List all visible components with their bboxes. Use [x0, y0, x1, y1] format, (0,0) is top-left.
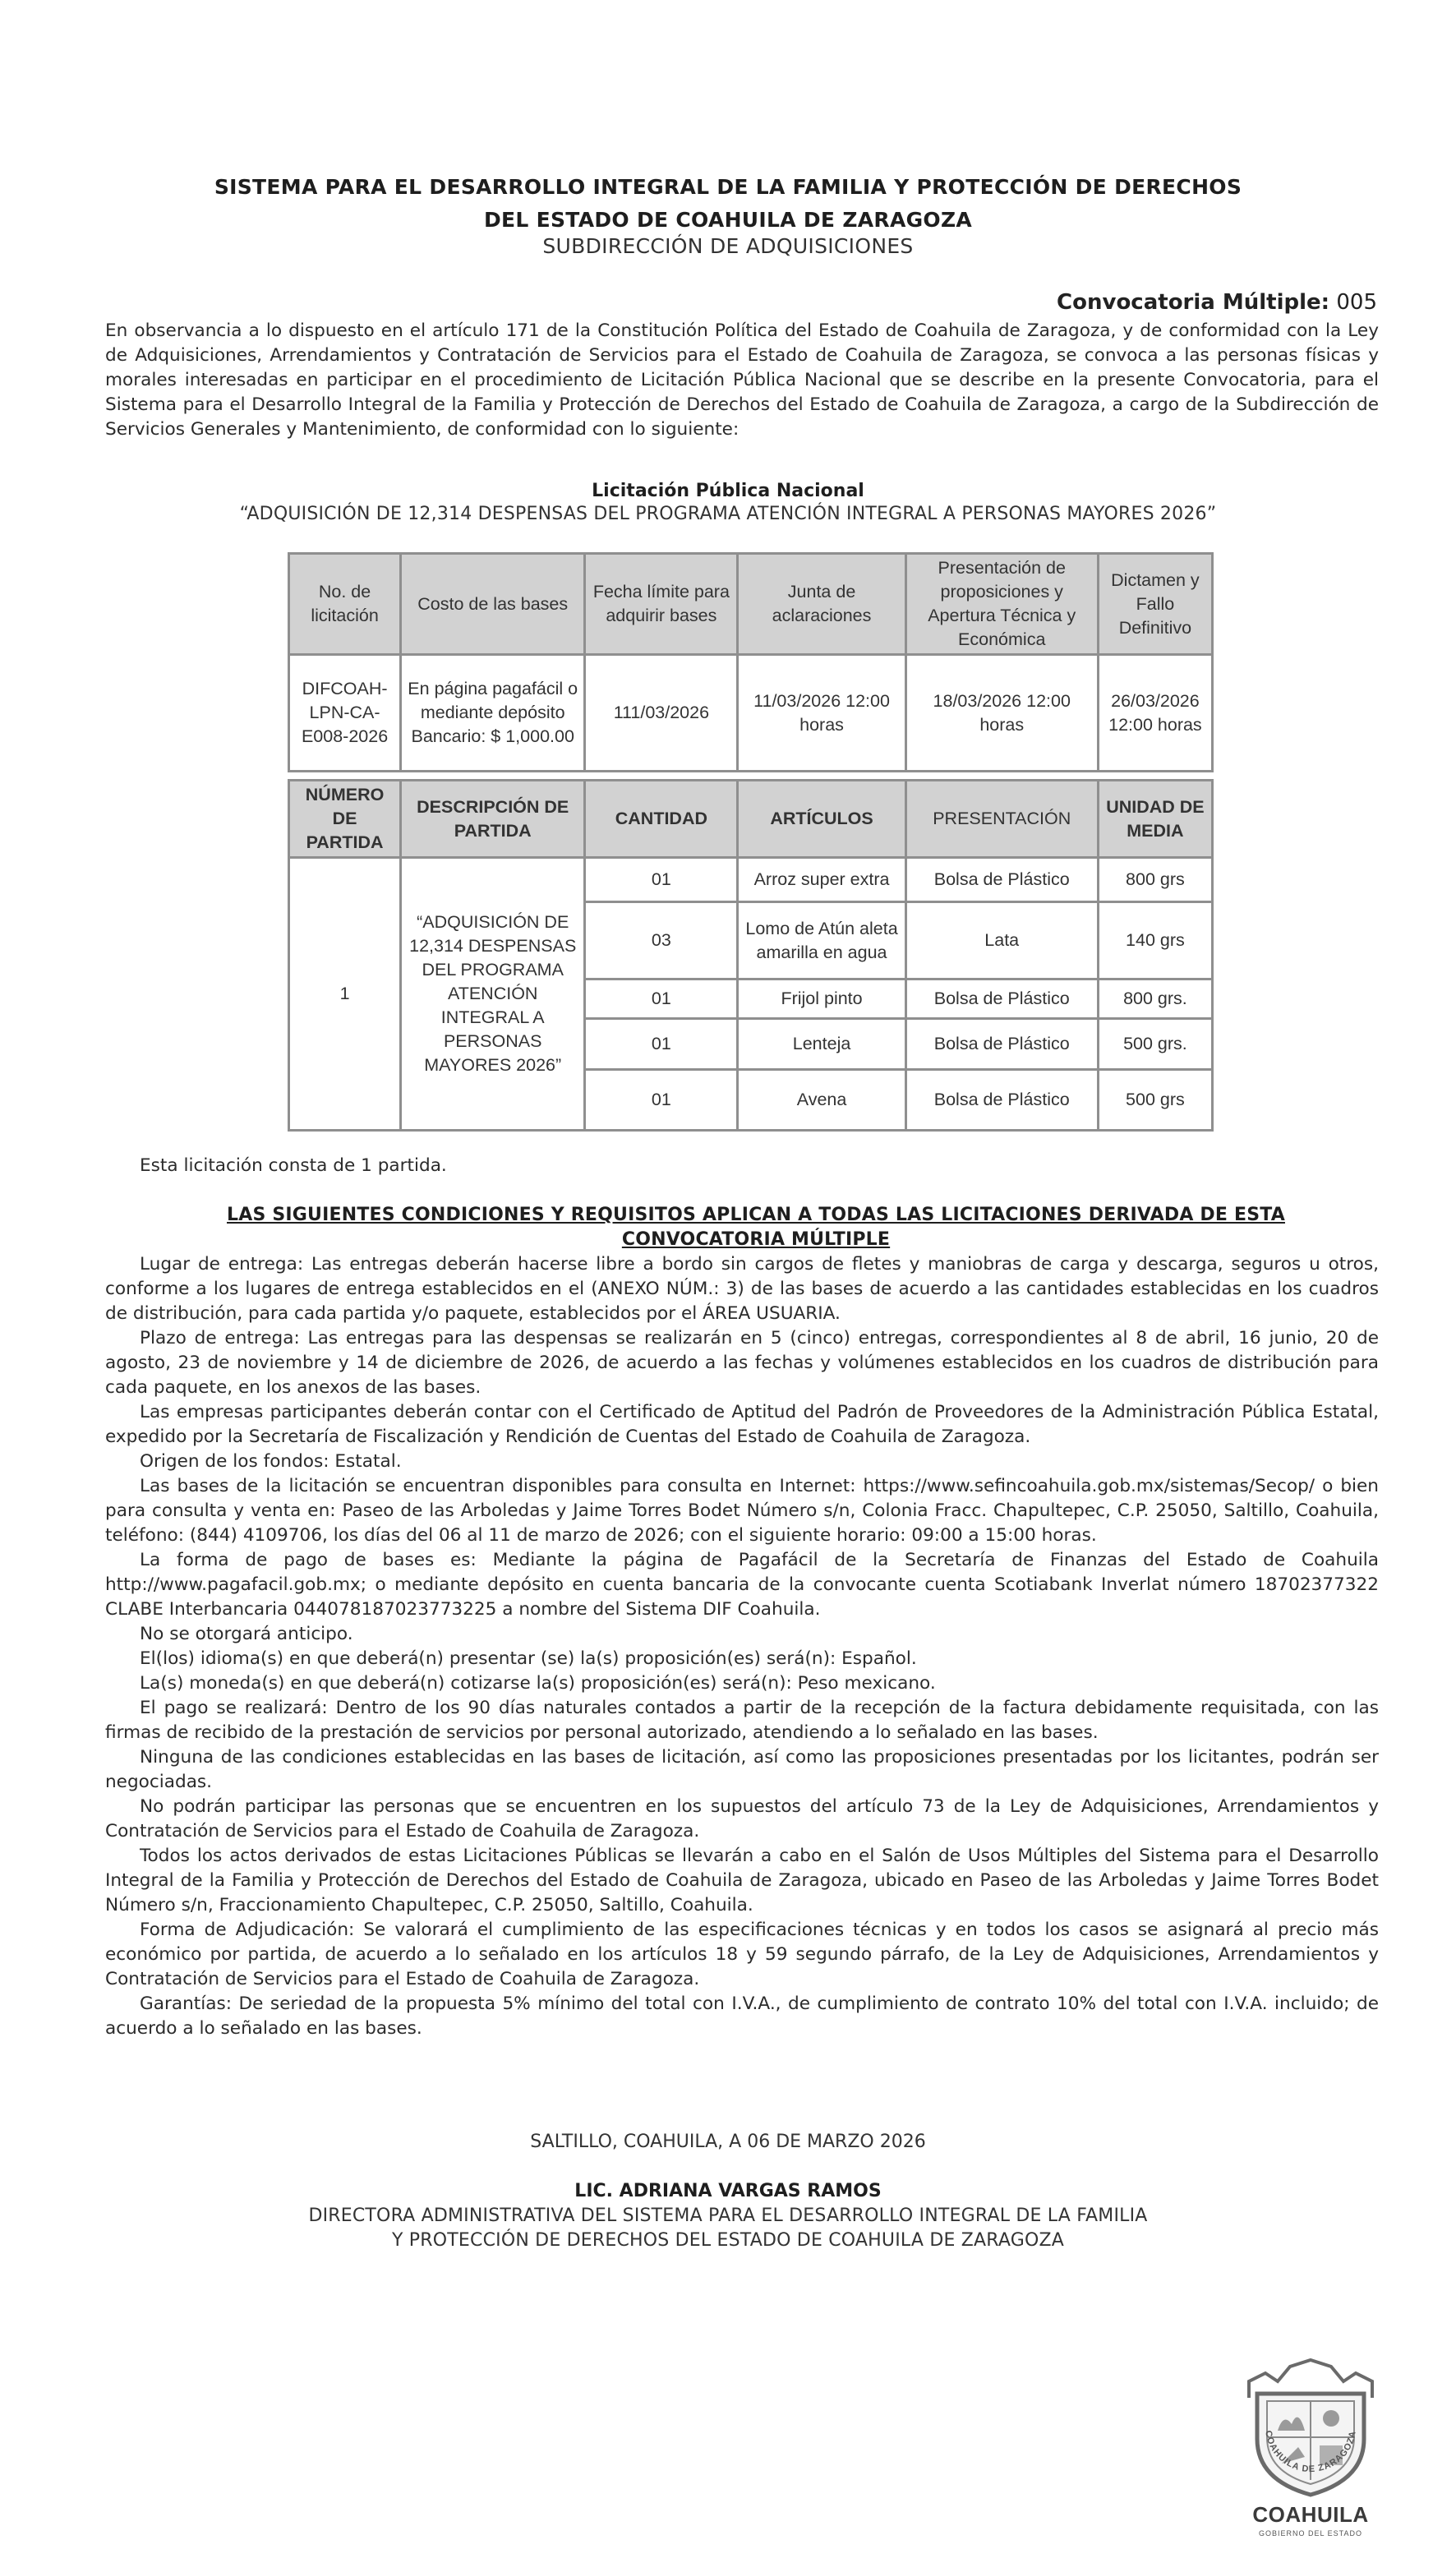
table-header-cell: DESCRIPCIÓN DE PARTIDA	[401, 781, 585, 858]
header-line-1: SISTEMA PARA EL DESARROLLO INTEGRAL DE LA FAMILIA Y PROTECCIÓN DE DERECHOS	[214, 175, 1242, 199]
logo-name: COAHUILA	[1252, 2502, 1369, 2527]
table-header-cell: UNIDAD DE MEDIA	[1098, 781, 1212, 858]
partida-number: 1	[289, 858, 401, 1131]
condition-paragraph: Plazo de entrega: Las entregas para las despensas se realizarán en 5 (cinco) entregas, correspondientes al 8 de abril, 16 junio, 20 de agosto, 23 de noviembre y 14 de diciembre de 2026, de acuerdo a las fechas y volúmenes establecidos en los cuadros de distribución para cada paquete, en los anexos de las bases.	[105, 1328, 1379, 1398]
convocatoria-value: 005	[1336, 290, 1377, 315]
licitacion-table	[288, 552, 1214, 772]
table-cell: 111/03/2026	[585, 655, 738, 772]
condition-paragraph: Las bases de la licitación se encuentran disponibles para consulta en Internet: https://www.sefincoahuila.gob.mx/sistemas/Secop/ o bien para consulta y venta en: Paseo de las Arboledas y Jaime Torres Bodet Número s/n, Colonia Fracc. Chapultepec, C.P. 25050, Saltillo, Coahuila, teléfono: (844) 4109706, los días del 06 al 11 de marzo de 2026; con el siguiente horario: 09:00 a 15:00 horas.	[105, 1476, 1379, 1546]
item-article: Arroz super extra	[738, 858, 905, 902]
item-quantity: 01	[585, 979, 738, 1019]
seal-text: COAHUILA DE ZARAGOZA	[1263, 2429, 1358, 2475]
condition-paragraph: Lugar de entrega: Las entregas deberán hacerse libre a bordo sin cargos de fletes y maniobras de carga y descarga, seguros u otros, conforme a los lugares de entrega establecidos en el (ANEXO NÚM.: 3) de las bases de acuerdo a las cantidades establecidas en los cuadros de distribución, para cada partida y/o paquete, establecidos por el ÁREA USUARIA.	[105, 1254, 1379, 1324]
item-quantity: 01	[585, 1070, 738, 1131]
condition-paragraph: No se otorgará anticipo.	[140, 1624, 353, 1644]
item-article: Avena	[738, 1070, 905, 1131]
item-quantity: 01	[585, 1019, 738, 1070]
item-presentation: Bolsa de Plástico	[905, 1070, 1098, 1131]
item-unit: 800 grs	[1098, 858, 1212, 902]
table-cell: 11/03/2026 12:00 horas	[738, 655, 905, 772]
condition-paragraph: El pago se realizará: Dentro de los 90 días naturales contados a partir de la recepción de la factura debidamente requisitada, con las firmas de recibido de la prestación de servicios por personal autorizado, atendiendo a lo señalado en las bases.	[105, 1698, 1379, 1743]
logo-subtitle: GOBIERNO DEL ESTADO	[1258, 2529, 1363, 2537]
licitacion-subject: “ADQUISICIÓN DE 12,314 DESPENSAS DEL PROGRAMA ATENCIÓN INTEGRAL A PERSONAS MAYORES 2026”	[239, 504, 1217, 524]
table-row	[289, 858, 1213, 902]
condition-paragraph: Origen de los fondos: Estatal.	[140, 1451, 402, 1472]
item-presentation: Bolsa de Plástico	[905, 979, 1098, 1019]
condition-paragraph: Todos los actos derivados de estas Licitaciones Públicas se llevarán a cabo en el Salón de Usos Múltiples del Sistema para el Desarrollo Integral de la Familia y Protección de Derechos del Estado de Coahuila de Zaragoza, ubicado en Paseo de las Arboledas y Jaime Torres Bodet Número s/n, Fraccionamiento Chapultepec, C.P. 25050, Saltillo, Coahuila.	[105, 1846, 1379, 1915]
item-unit: 500 grs.	[1098, 1019, 1212, 1070]
table-cell: 26/03/2026 12:00 horas	[1098, 655, 1212, 772]
convocatoria-number	[1057, 289, 1377, 316]
intro-paragraph: En observancia a lo dispuesto en el artículo 171 de la Constitución Política del Estado de Coahuila de Zaragoza, y de conformidad con la Ley de Adquisiciones, Arrendamientos y Contratación de Servicios para el Estado de Coahuila de Zaragoza, se convoca a las personas físicas y morales interesadas en participar en el procedimiento de Licitación Pública Nacional que se describe en la presente Convocatoria, para el Sistema para el Desarrollo Integral de la Familia y Protección de Derechos del Estado de Coahuila de Zaragoza, a cargo de la Subdirección de Servicios Generales y Mantenimiento, de conformidad con lo siguiente:	[105, 320, 1379, 440]
partida-description: “ADQUISICIÓN DE 12,314 DESPENSAS DEL PROGRAMA ATENCIÓN INTEGRAL A PERSONAS MAYORES 2026”	[401, 858, 585, 1131]
header-line-2: DEL ESTADO DE COAHUILA DE ZARAGOZA	[483, 208, 973, 232]
item-unit: 800 grs.	[1098, 979, 1212, 1019]
table-header-cell: Costo de las bases	[401, 554, 585, 655]
table-header-cell: NÚMERO DE PARTIDA	[289, 781, 401, 858]
item-presentation: Bolsa de Plástico	[905, 1019, 1098, 1070]
item-article: Lenteja	[738, 1019, 905, 1070]
condition-paragraph: Las empresas participantes deberán contar con el Certificado de Aptitud del Padrón de Proveedores de la Administración Pública Estatal, expedido por la Secretaría de Fiscalización y Rendición de Cuentas del Estado de Coahuila de Zaragoza.	[105, 1402, 1379, 1447]
table-header-cell: ARTÍCULOS	[738, 781, 905, 858]
convocatoria-label: Convocatoria Múltiple:	[1057, 290, 1330, 315]
condition-paragraph: La forma de pago de bases es: Mediante la página de Pagafácil de la Secretaría de Finanzas del Estado de Coahuila http://www.pagafacil.gob.mx; o mediante depósito en cuenta bancaria de la convocante cuenta Scotiabank Inverlat número 18702377322 CLABE Interbancaria 044078187023773225 a nombre del Sistema DIF Coahuila.	[105, 1550, 1379, 1620]
conditions-title: LAS SIGUIENTES CONDICIONES Y REQUISITOS APLICAN A TODAS LAS LICITACIONES DERIVADA DE ESTA CONVOCATORIA MÚLTIPLE	[227, 1205, 1285, 1250]
table-row	[289, 655, 1213, 772]
conditions-list	[105, 1252, 1379, 2041]
signatory-role-line-2: Y PROTECCIÓN DE DERECHOS DEL ESTADO DE COAHUILA DE ZARAGOZA	[391, 2230, 1065, 2251]
item-unit: 500 grs	[1098, 1070, 1212, 1131]
item-unit: 140 grs	[1098, 902, 1212, 979]
table-header-cell: Fecha límite para adquirir bases	[585, 554, 738, 655]
header-subdirection: SUBDIRECCIÓN DE ADQUISICIONES	[542, 234, 914, 258]
condition-paragraph: El(los) idioma(s) en que deberá(n) presentar (se) la(s) proposición(es) será(n): Español.	[140, 1648, 917, 1669]
signatory-role-line-1: DIRECTORA ADMINISTRATIVA DEL SISTEMA PARA EL DESARROLLO INTEGRAL DE LA FAMILIA	[308, 2206, 1148, 2226]
table-header-row	[289, 781, 1213, 858]
condition-paragraph: La(s) moneda(s) en que deberá(n) cotizarse la(s) proposición(es) será(n): Peso mexicano.	[140, 1673, 936, 1694]
partida-count-note: Esta licitación consta de 1 partida.	[140, 1155, 447, 1176]
table-header-cell: Dictamen y Fallo Definitivo	[1098, 554, 1212, 655]
table-cell: DIFCOAH-LPN-CA-E008-2026	[289, 655, 401, 772]
signatory-name: LIC. ADRIANA VARGAS RAMOS	[574, 2181, 882, 2201]
table-header-row	[289, 554, 1213, 655]
condition-paragraph: Forma de Adjudicación: Se valorará el cumplimiento de las especificaciones técnicas y en todos los casos se asignará al precio más económico por partida, de acuerdo a lo señalado en los artículos 18 y 59 segundo párrafo, de la Ley de Adquisiciones, Arrendamientos y Contratación de Servicios para el Estado de Coahuila de Zaragoza.	[105, 1920, 1379, 1989]
coat-of-arms-icon	[1233, 2348, 1389, 2505]
item-article: Frijol pinto	[738, 979, 905, 1019]
place-date: SALTILLO, COAHUILA, A 06 DE MARZO 2026	[530, 2132, 926, 2152]
item-article: Lomo de Atún aleta amarilla en agua	[738, 902, 905, 979]
condition-paragraph: No podrán participar las personas que se encuentren en los supuestos del artículo 73 de la Ley de Adquisiciones, Arrendamientos y Contratación de Servicios para el Estado de Coahuila de Zaragoza.	[105, 1796, 1379, 1841]
table-cell: En página pagafácil o mediante depósito Bancario: $ 1,000.00	[401, 655, 585, 772]
table-header-cell: CANTIDAD	[585, 781, 738, 858]
item-presentation: Bolsa de Plástico	[905, 858, 1098, 902]
condition-paragraph: Garantías: De seriedad de la propuesta 5% mínimo del total con I.V.A., de cumplimiento de contrato 10% del total con I.V.A. incluido; de acuerdo a lo señalado en las bases.	[105, 1994, 1379, 2039]
table-cell: 18/03/2026 12:00 horas	[905, 655, 1098, 772]
table-header-cell: Presentación de proposiciones y Apertura Técnica y Económica	[905, 554, 1098, 655]
condition-paragraph: Ninguna de las condiciones establecidas en las bases de licitación, así como las proposiciones presentadas por los licitantes, podrán ser negociadas.	[105, 1747, 1379, 1792]
item-quantity: 03	[585, 902, 738, 979]
table-header-cell: No. de licitación	[289, 554, 401, 655]
licitacion-type: Licitación Pública Nacional	[592, 481, 864, 501]
item-quantity: 01	[585, 858, 738, 902]
table-header-cell: PRESENTACIÓN	[905, 781, 1098, 858]
table-header-cell: Junta de aclaraciones	[738, 554, 905, 655]
item-presentation: Lata	[905, 902, 1098, 979]
partida-table	[288, 779, 1214, 1132]
